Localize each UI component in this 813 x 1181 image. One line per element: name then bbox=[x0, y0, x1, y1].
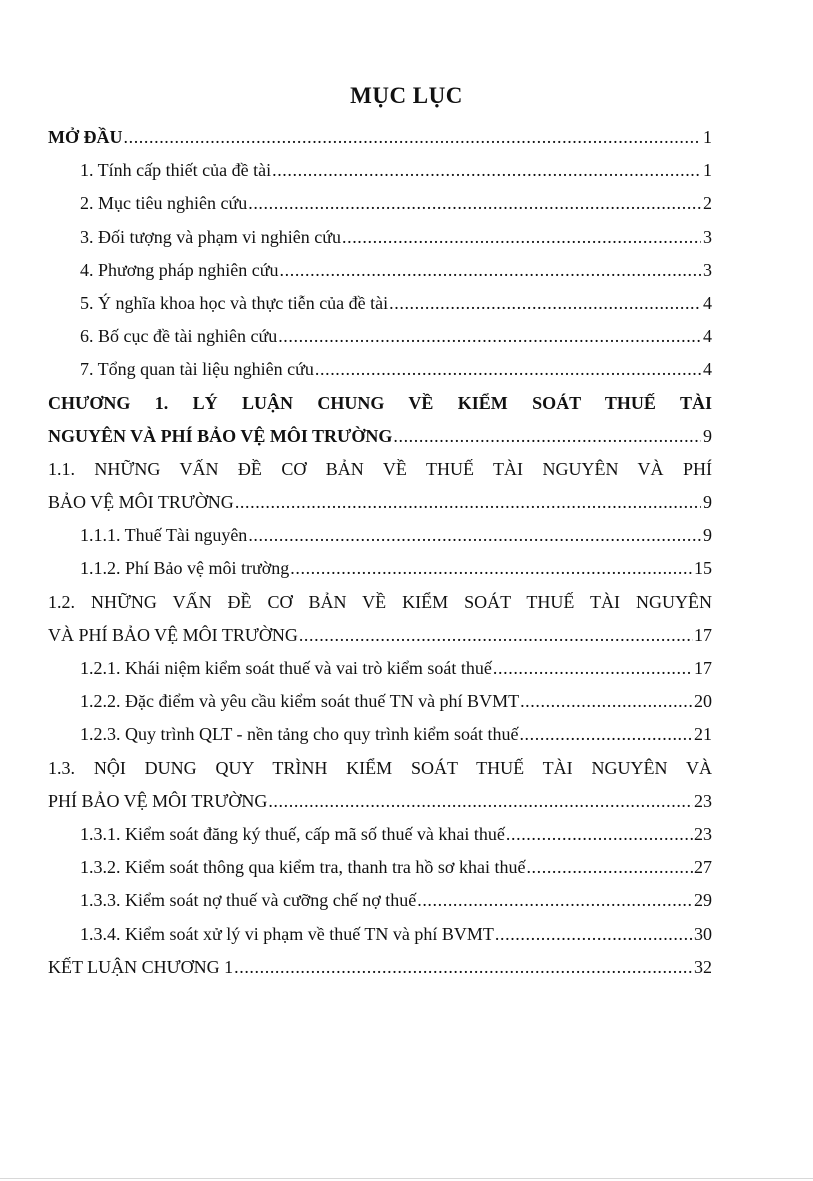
toc-entry-text: KẾT LUẬN CHƯƠNG 1 bbox=[48, 956, 234, 977]
toc-page-number: 3 bbox=[703, 259, 712, 280]
toc-entry-1[interactable] bbox=[48, 154, 712, 187]
toc-entry-text: PHÍ BẢO VỆ MÔI TRƯỜNG bbox=[48, 790, 268, 811]
toc-page-number: 27 bbox=[694, 857, 712, 878]
toc-page-number: 17 bbox=[694, 658, 712, 678]
toc-page-number: 2 bbox=[703, 193, 712, 214]
toc-entry-text: 1. Tính cấp thiết của đề tài bbox=[80, 160, 272, 181]
toc-entry-1-2-line2[interactable] bbox=[48, 619, 712, 652]
toc-page-number: 9 bbox=[703, 425, 712, 446]
toc-entry-mo-dau[interactable] bbox=[48, 121, 712, 154]
dot-leader bbox=[268, 785, 693, 818]
toc-page-number: 4 bbox=[703, 359, 712, 380]
dot-leader bbox=[495, 918, 693, 951]
toc-entry-text: 1.3.1. Kiểm soát đăng ký thuế, cấp mã số thuế và khai thuế bbox=[80, 823, 505, 844]
toc-entry-text: VÀ PHÍ BẢO VỆ MÔI TRƯỜNG bbox=[48, 624, 298, 645]
toc-entry-text: 5. Ý nghĩa khoa học và thực tiễn của đề tài bbox=[80, 292, 389, 313]
dot-leader bbox=[417, 884, 693, 917]
toc-entry-6[interactable] bbox=[48, 320, 712, 353]
dot-leader bbox=[315, 353, 701, 386]
toc-entry-1-2-2[interactable] bbox=[48, 685, 712, 718]
dot-leader bbox=[235, 486, 701, 519]
page-bottom-edge bbox=[0, 1178, 813, 1179]
toc-entry-1-2-line1[interactable] bbox=[48, 586, 712, 619]
toc-entry-text: 1.1. NHỮNG VẤN ĐỀ CƠ BẢN VỀ THUẾ TÀI NGUYÊN VÀ PHÍ bbox=[48, 458, 712, 479]
dot-leader bbox=[272, 154, 701, 187]
toc-entry-text: 1.1.2. Phí Bảo vệ môi trường bbox=[80, 558, 290, 579]
toc-entry-1-2-3[interactable] bbox=[48, 718, 712, 751]
dot-leader bbox=[299, 619, 693, 652]
page-title: MỤC LỤC bbox=[350, 83, 463, 108]
toc-entry-1-3-4[interactable] bbox=[48, 918, 712, 951]
toc-page-number: 32 bbox=[694, 956, 712, 977]
dot-leader bbox=[389, 287, 701, 320]
toc-entry-ket-luan-chuong-1[interactable] bbox=[48, 951, 712, 984]
toc-page-number: 23 bbox=[694, 823, 712, 844]
toc-entry-text: 4. Phương pháp nghiên cứu bbox=[80, 259, 279, 280]
dot-leader bbox=[519, 718, 693, 751]
dot-leader bbox=[493, 652, 693, 685]
toc-entry-7[interactable] bbox=[48, 353, 712, 386]
toc-page-number: 30 bbox=[694, 923, 712, 944]
toc-entry-3[interactable] bbox=[48, 221, 712, 254]
toc-page-number: 1 bbox=[703, 127, 712, 147]
toc-entry-5[interactable] bbox=[48, 287, 712, 320]
toc-entry-text: 1.2.1. Khái niệm kiểm soát thuế và vai trò kiểm soát thuế bbox=[80, 658, 492, 678]
toc-page-number: 17 bbox=[694, 624, 712, 645]
toc-entry-1-1-line2[interactable] bbox=[48, 486, 712, 519]
toc-page-number: 1 bbox=[703, 160, 712, 181]
toc-entry-1-3-line1[interactable] bbox=[48, 752, 712, 785]
toc-entry-2[interactable] bbox=[48, 187, 712, 220]
toc-entry-1-3-1[interactable] bbox=[48, 818, 712, 851]
toc-entry-text: 6. Bố cục đề tài nghiên cứu bbox=[80, 326, 278, 347]
toc-entry-text: 1.2.2. Đặc điểm và yêu cầu kiểm soát thuế TN và phí BVMT bbox=[80, 691, 520, 712]
toc-entry-text: 1.3. NỘI DUNG QUY TRÌNH KIỂM SOÁT THUẾ TÀI NGUYÊN VÀ bbox=[48, 757, 712, 778]
toc-entry-chapter-1-line2[interactable] bbox=[48, 420, 712, 453]
toc-entry-1-1-line1[interactable] bbox=[48, 453, 712, 486]
dot-leader bbox=[124, 121, 702, 154]
toc-entry-1-2-1[interactable] bbox=[48, 652, 712, 685]
toc-entry-text: 3. Đối tượng và phạm vi nghiên cứu bbox=[80, 226, 341, 247]
toc-entry-text: MỞ ĐẦU bbox=[48, 127, 123, 147]
toc-page-number: 20 bbox=[694, 691, 712, 712]
dot-leader bbox=[520, 685, 693, 718]
toc-entry-text: BẢO VỆ MÔI TRƯỜNG bbox=[48, 492, 234, 513]
dot-leader bbox=[290, 552, 693, 585]
dot-leader bbox=[248, 187, 701, 220]
dot-leader bbox=[248, 519, 701, 552]
table-of-contents bbox=[48, 121, 712, 984]
toc-entry-1-1-1[interactable] bbox=[48, 519, 712, 552]
toc-entry-text: 1.3.2. Kiểm soát thông qua kiểm tra, thanh tra hồ sơ khai thuế bbox=[80, 857, 526, 878]
toc-entry-text: 1.1.1. Thuế Tài nguyên bbox=[80, 525, 248, 546]
toc-entry-text: CHƯƠNG 1. LÝ LUẬN CHUNG VỀ KIỂM SOÁT THUẾ TÀI bbox=[48, 392, 712, 413]
toc-page-number: 4 bbox=[703, 326, 712, 347]
toc-entry-1-1-2[interactable] bbox=[48, 552, 712, 585]
toc-page-number: 21 bbox=[694, 724, 712, 745]
toc-page-number: 9 bbox=[703, 525, 712, 546]
toc-entry-text: 1.3.3. Kiểm soát nợ thuế và cưỡng chế nợ thuế bbox=[80, 890, 417, 911]
toc-page-number: 15 bbox=[694, 558, 712, 579]
dot-leader bbox=[506, 818, 693, 851]
toc-entry-1-3-2[interactable] bbox=[48, 851, 712, 884]
toc-entry-text: 1.3.4. Kiểm soát xử lý vi phạm về thuế TN và phí BVMT bbox=[80, 923, 494, 944]
toc-page-number: 23 bbox=[694, 790, 712, 811]
toc-entry-text: 2. Mục tiêu nghiên cứu bbox=[80, 193, 248, 214]
toc-entry-text: 1.2.3. Quy trình QLT - nền tảng cho quy trình kiểm soát thuế bbox=[80, 724, 519, 745]
toc-entry-text: NGUYÊN VÀ PHÍ BẢO VỆ MÔI TRƯỜNG bbox=[48, 425, 393, 446]
dot-leader bbox=[526, 851, 693, 884]
toc-page-number: 4 bbox=[703, 292, 712, 313]
toc-entry-chapter-1-line1[interactable] bbox=[48, 387, 712, 420]
dot-leader bbox=[342, 221, 701, 254]
dot-leader bbox=[393, 420, 701, 453]
toc-entry-4[interactable] bbox=[48, 254, 712, 287]
toc-entry-1-3-3[interactable] bbox=[48, 884, 712, 917]
toc-entry-text: 1.2. NHỮNG VẤN ĐỀ CƠ BẢN VỀ KIỂM SOÁT THUẾ TÀI NGUYÊN bbox=[48, 591, 712, 612]
dot-leader bbox=[280, 254, 701, 287]
toc-page-number: 3 bbox=[703, 226, 712, 247]
dot-leader bbox=[234, 951, 693, 984]
toc-page-number: 29 bbox=[694, 890, 712, 911]
toc-page-number: 9 bbox=[703, 492, 712, 513]
toc-entry-text: 7. Tổng quan tài liệu nghiên cứu bbox=[80, 359, 314, 380]
toc-entry-1-3-line2[interactable] bbox=[48, 785, 712, 818]
dot-leader bbox=[278, 320, 701, 353]
